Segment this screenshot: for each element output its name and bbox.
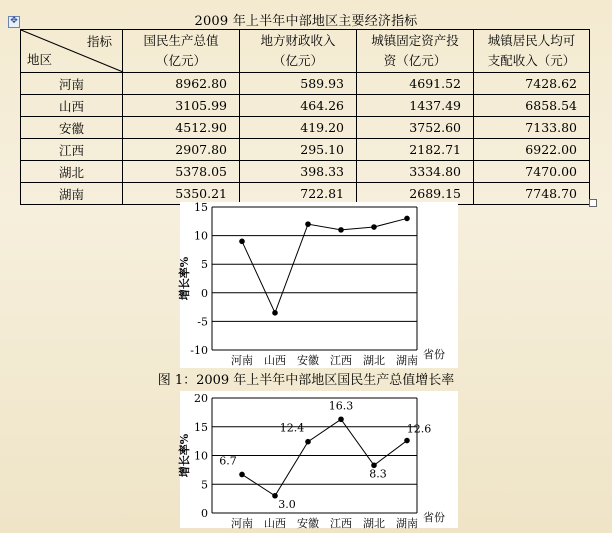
x-tick-label: 湖南	[396, 517, 418, 530]
table-title: 2009 年上半年中部地区主要经济指标	[194, 14, 418, 29]
data-label: 6.7	[219, 454, 237, 468]
data-label: 12.4	[279, 421, 305, 435]
column-header-revenue: 地方财政收入 （亿元）	[240, 30, 357, 73]
y-tick-label: 5	[201, 258, 208, 272]
economic-indicators-table	[20, 29, 590, 205]
data-point	[338, 227, 344, 233]
table-row: 安徽 4512.90 419.20 3752.60 7133.80	[21, 117, 590, 139]
data-label: 3.0	[278, 497, 296, 511]
corner-region-label: 地区	[27, 52, 53, 67]
data-point	[404, 216, 410, 222]
y-tick-label: -5	[197, 315, 208, 329]
x-axis-label: 省份	[423, 511, 445, 524]
y-axis-label: 增长率%	[178, 433, 191, 478]
series-line	[242, 218, 407, 312]
growth-rate-chart-1	[180, 202, 458, 368]
y-tick-label: 15	[194, 201, 208, 214]
y-tick-label: -10	[190, 344, 208, 357]
y-tick-label: 10	[194, 449, 208, 463]
figure-2-chart	[180, 391, 458, 528]
table-row: 江西 2907.80 295.10 2182.71 6922.00	[21, 139, 590, 161]
column-header-income: 城镇居民人均可 支配收入（元）	[474, 30, 590, 73]
x-axis-label: 省份	[423, 348, 445, 361]
y-tick-label: 20	[194, 392, 208, 405]
x-tick-label: 江西	[330, 354, 352, 367]
x-tick-label: 湖北	[363, 354, 385, 367]
data-point	[404, 438, 410, 444]
data-point	[305, 221, 311, 227]
table-row: 湖南 5350.21 722.81 2689.15 7748.70	[21, 183, 590, 205]
data-point	[272, 310, 278, 316]
y-tick-label: 15	[194, 420, 208, 434]
data-point	[239, 472, 245, 478]
y-tick-label: 0	[201, 507, 208, 520]
data-label: 8.3	[369, 467, 387, 481]
x-tick-label: 安徽	[297, 517, 319, 530]
x-tick-label: 河南	[231, 354, 253, 367]
data-label: 16.3	[328, 399, 354, 413]
y-tick-label: 5	[201, 478, 208, 492]
data-point	[272, 493, 278, 499]
x-tick-label: 山西	[264, 354, 286, 367]
table-resize-handle[interactable]	[589, 199, 597, 207]
data-point	[239, 239, 245, 245]
y-axis-label: 增长率%	[178, 256, 191, 301]
growth-rate-chart-2	[180, 391, 458, 528]
x-tick-label: 安徽	[297, 354, 319, 367]
y-tick-label: 10	[194, 229, 208, 243]
data-point	[371, 224, 377, 230]
column-header-investment: 城镇固定资产投 资（亿元）	[357, 30, 474, 73]
table-corner-header	[21, 30, 123, 73]
table-row: 湖北 5378.05 398.33 3334.80 7470.00	[21, 161, 590, 183]
data-point	[305, 439, 311, 445]
table-row: 山西 3105.99 464.26 1437.49 6858.54	[21, 95, 590, 117]
x-tick-label: 河南	[231, 517, 253, 530]
table-row: 河南 8962.80 589.93 4691.52 7428.62	[21, 73, 590, 95]
x-tick-label: 湖北	[363, 517, 385, 530]
table-move-handle[interactable]: ✥	[8, 16, 20, 28]
x-tick-label: 湖南	[396, 354, 418, 367]
figure-1-chart	[180, 202, 458, 368]
data-point	[338, 416, 344, 422]
data-label: 12.6	[406, 422, 432, 436]
x-tick-label: 江西	[330, 517, 352, 530]
y-tick-label: 0	[201, 286, 208, 300]
figure-1-caption: 图 1：2009 年上半年中部地区国民生产总值增长率	[157, 373, 455, 388]
column-header-gdp: 国民生产总值 （亿元）	[123, 30, 240, 73]
corner-indicator-label: 指标	[86, 34, 112, 49]
x-tick-label: 山西	[264, 517, 286, 530]
